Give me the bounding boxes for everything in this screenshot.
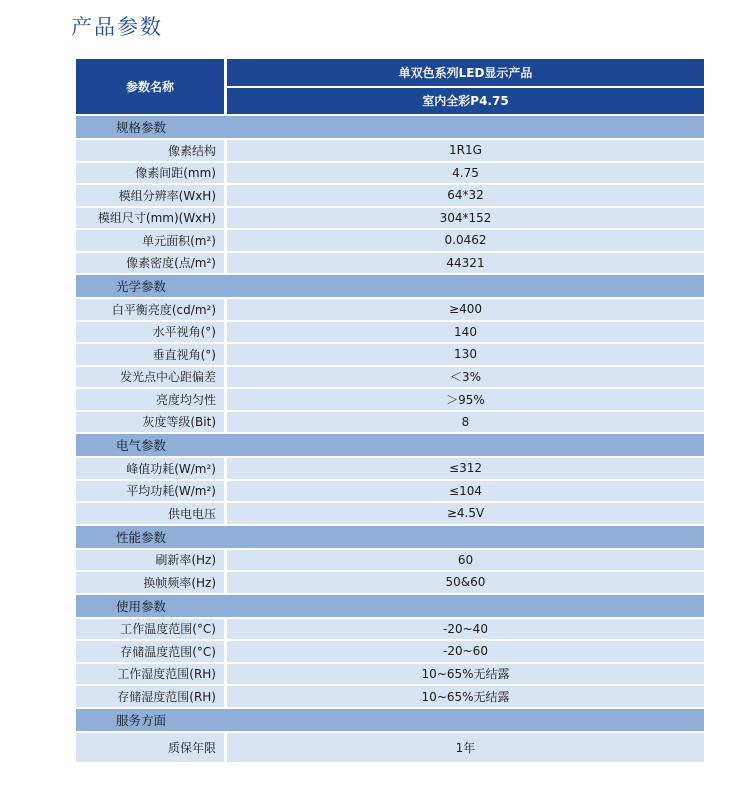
section-header: 使用参数 [76, 595, 704, 617]
table-row [76, 641, 704, 662]
section-header: 服务方面 [76, 709, 704, 731]
row-value: 44321 [227, 253, 704, 274]
row-label: 灰度等级(Bit) [76, 412, 224, 433]
table-row [76, 481, 704, 502]
row-label: 存储温度范围(°C) [76, 641, 224, 662]
table-row [76, 503, 704, 524]
table-row [76, 458, 704, 479]
table-row [76, 140, 704, 161]
table-row [76, 389, 704, 410]
row-label: 像素结构 [76, 140, 224, 161]
row-value: ≥4.5V [227, 503, 704, 524]
row-value: 10~65%无结露 [227, 664, 704, 685]
table-row [76, 619, 704, 640]
table-row [76, 185, 704, 206]
table-row [76, 230, 704, 251]
row-value: 10~65%无结露 [227, 686, 704, 707]
series-header: 单双色系列LED显示产品 [227, 59, 704, 86]
row-value: 1R1G [227, 140, 704, 161]
table-row [76, 163, 704, 184]
row-label: 像素密度(点/m²) [76, 253, 224, 274]
product-header [227, 59, 704, 114]
row-label: 垂直视角(°) [76, 344, 224, 365]
table-row [76, 253, 704, 274]
row-value: 4.75 [227, 163, 704, 184]
row-label: 像素间距(mm) [76, 163, 224, 184]
section-header: 光学参数 [76, 275, 704, 297]
table-header [76, 59, 704, 114]
row-label: 存储湿度范围(RH) [76, 686, 224, 707]
table-row [76, 367, 704, 388]
row-label: 白平衡亮度(cd/m²) [76, 299, 224, 320]
row-label: 质保年限 [76, 733, 224, 762]
section-header: 性能参数 [76, 526, 704, 548]
table-row [76, 664, 704, 685]
row-value: 304*152 [227, 208, 704, 229]
row-label: 模组分辨率(WxH) [76, 185, 224, 206]
row-label: 峰值功耗(W/m²) [76, 458, 224, 479]
row-label: 平均功耗(W/m²) [76, 481, 224, 502]
row-value: 1年 [227, 733, 704, 762]
row-value: 130 [227, 344, 704, 365]
row-label: 供电电压 [76, 503, 224, 524]
table-row [76, 208, 704, 229]
section-header: 规格参数 [76, 116, 704, 138]
table-row [76, 344, 704, 365]
row-label: 刷新率(Hz) [76, 550, 224, 571]
row-label: 水平视角(°) [76, 322, 224, 343]
model-header: 室内全彩P4.75 [227, 88, 704, 115]
row-label: 工作湿度范围(RH) [76, 664, 224, 685]
table-row [76, 550, 704, 571]
row-value: 8 [227, 412, 704, 433]
row-value: 60 [227, 550, 704, 571]
table-row [76, 686, 704, 707]
row-value: -20~60 [227, 641, 704, 662]
row-label: 换帧频率(Hz) [76, 572, 224, 593]
table-row [76, 572, 704, 593]
row-label: 模组尺寸(mm)(WxH) [76, 208, 224, 229]
page-title: 产品参数 [71, 15, 163, 39]
param-name-header: 参数名称 [76, 59, 224, 114]
row-label: 单元面积(m²) [76, 230, 224, 251]
table-row [76, 322, 704, 343]
row-value: ＞95% [227, 389, 704, 410]
row-value: ≤312 [227, 458, 704, 479]
row-value: ≥400 [227, 299, 704, 320]
row-label: 工作温度范围(°C) [76, 619, 224, 640]
spec-table [76, 59, 704, 762]
section-header: 电气参数 [76, 434, 704, 456]
table-row [76, 299, 704, 320]
row-label: 亮度均匀性 [76, 389, 224, 410]
table-row [76, 412, 704, 433]
table-row [76, 733, 704, 762]
row-value: -20~40 [227, 619, 704, 640]
table-body [76, 116, 704, 762]
row-value: 50&60 [227, 572, 704, 593]
row-value: 0.0462 [227, 230, 704, 251]
row-value: 64*32 [227, 185, 704, 206]
row-value: 140 [227, 322, 704, 343]
row-value: ＜3% [227, 367, 704, 388]
row-label: 发光点中心距偏差 [76, 367, 224, 388]
row-value: ≤104 [227, 481, 704, 502]
